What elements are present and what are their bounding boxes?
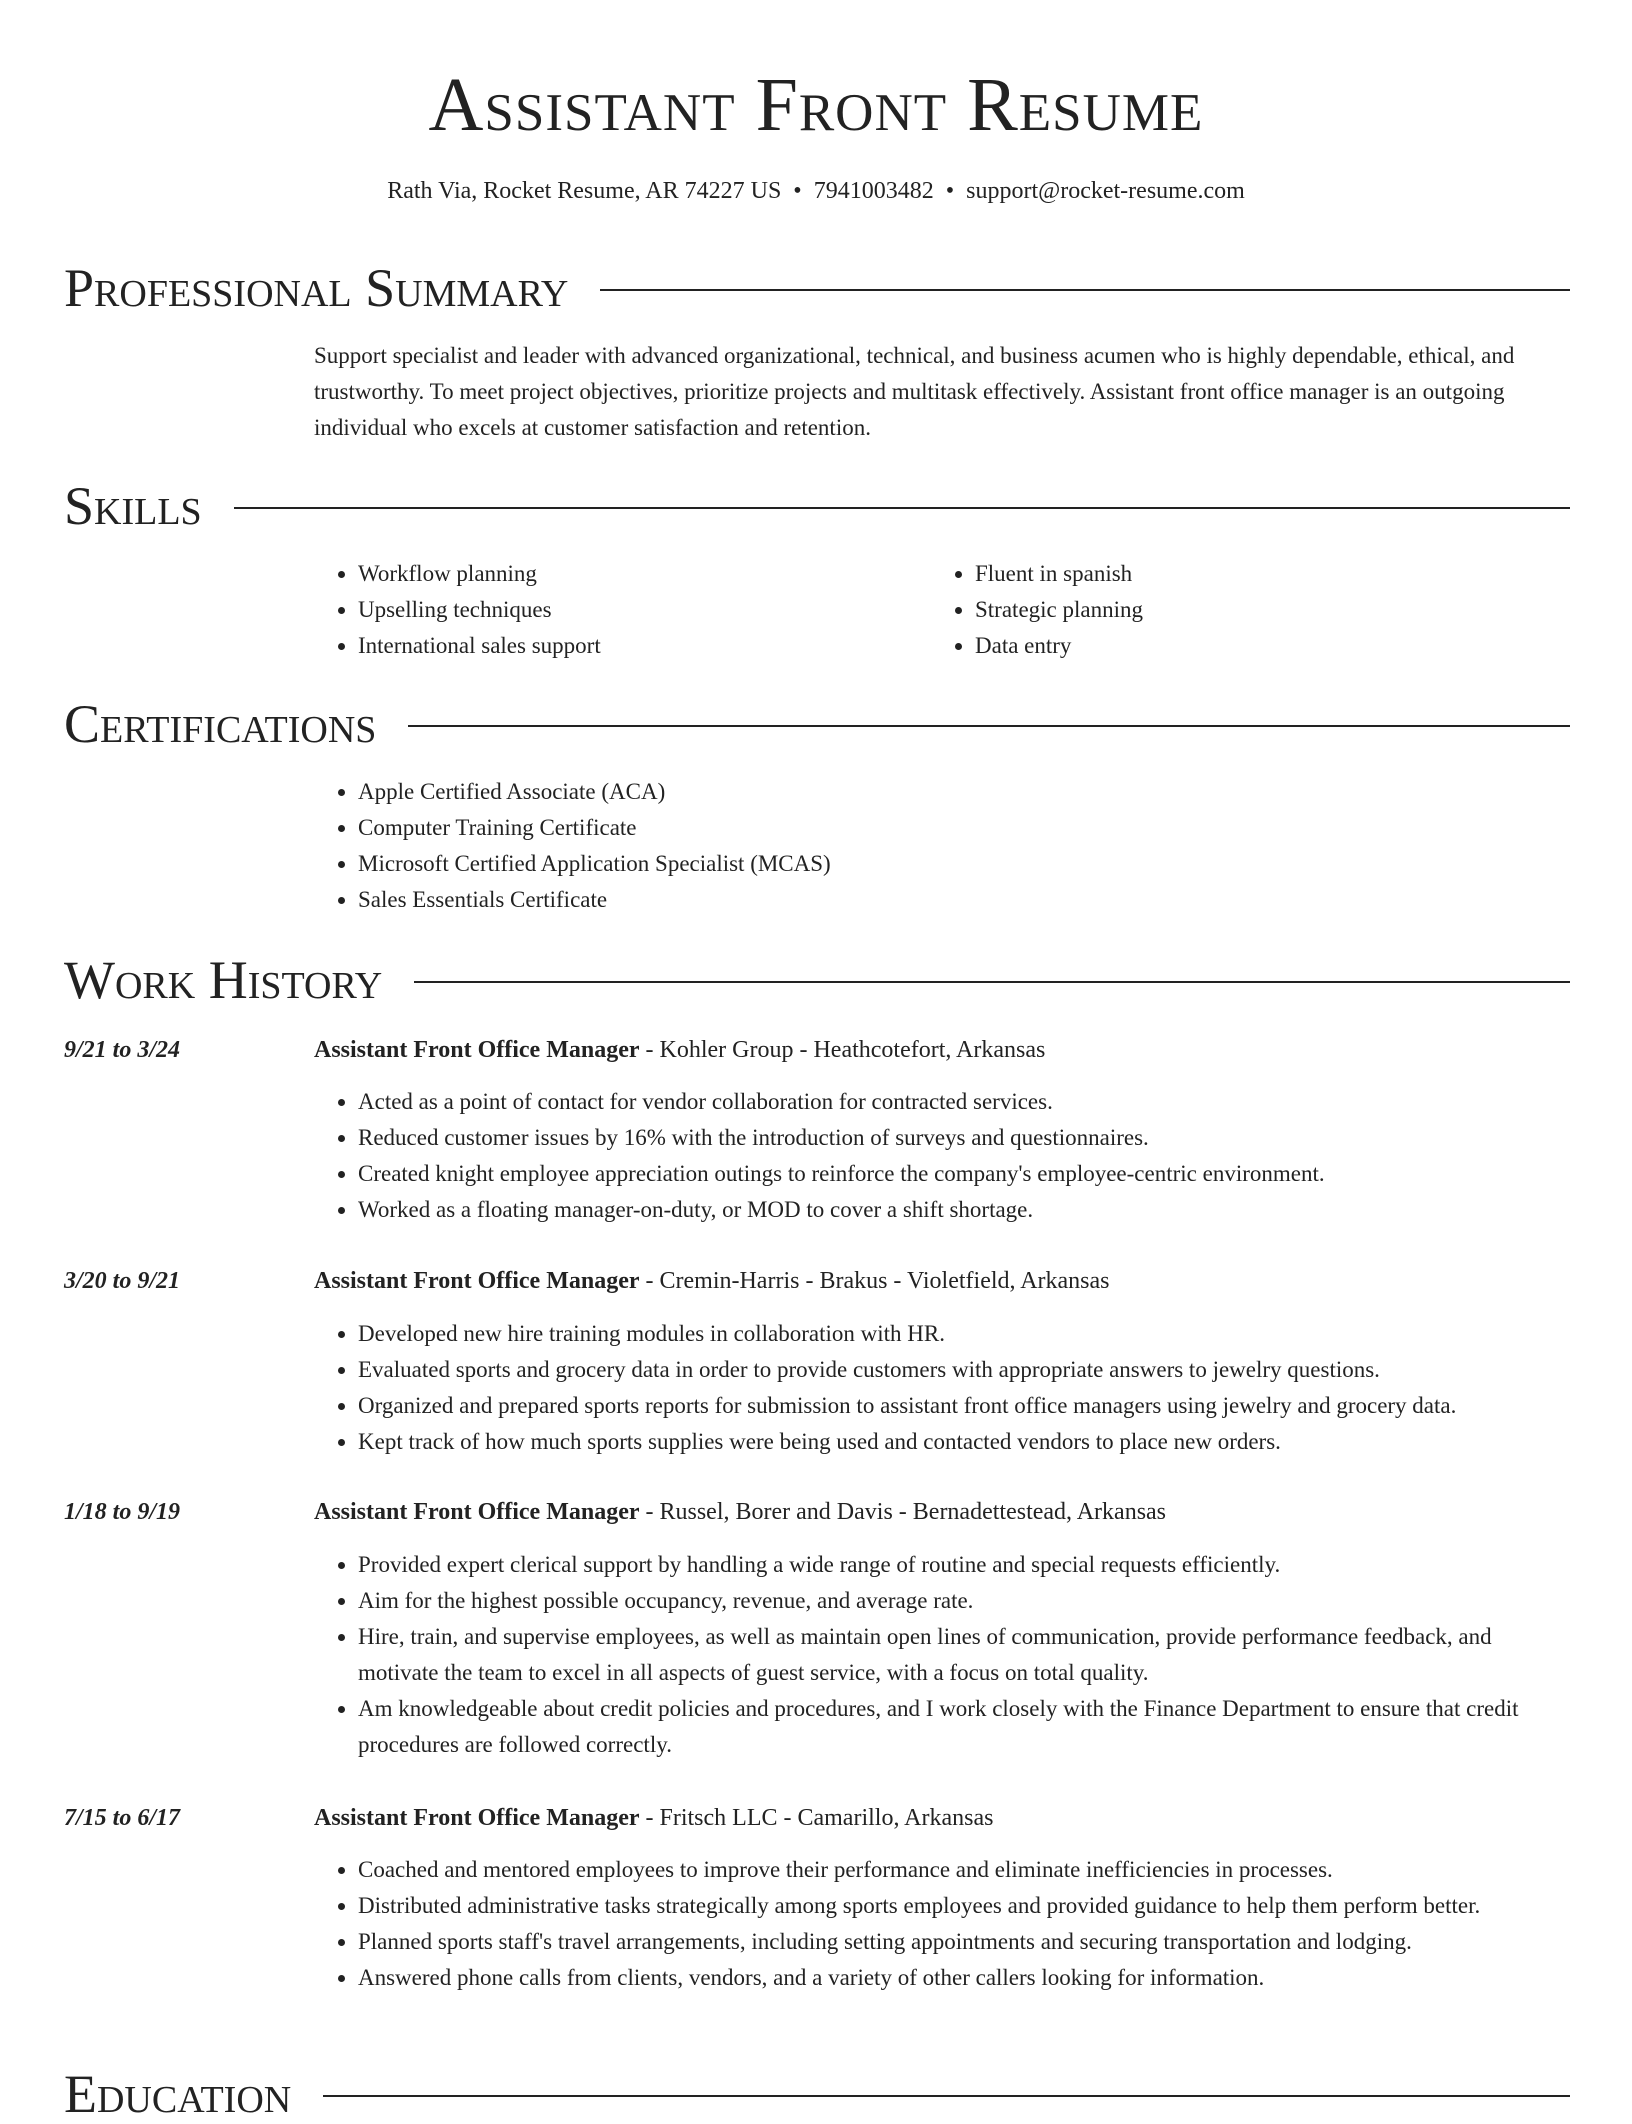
list-item: • Sales Essentials Certificate bbox=[358, 882, 1570, 918]
list-item: • Reduced customer issues by 16% with the introduction of surveys and questionnaires. bbox=[358, 1120, 1570, 1156]
list-item: • Acted as a point of contact for vendor collaboration for contracted services. bbox=[358, 1084, 1570, 1120]
contact-address: Rath Via, Rocket Resume, AR 74227 US bbox=[387, 178, 782, 204]
list-item: • Workflow planning bbox=[358, 556, 931, 592]
list-item: • Evaluated sports and grocery data in order to provide customers with appropriate answers to jewelry questions. bbox=[358, 1352, 1570, 1388]
list-item: • Kept track of how much sports supplies were being used and contacted vendors to place new orders. bbox=[358, 1424, 1570, 1460]
contact-separator: • bbox=[945, 178, 955, 204]
list-item: • Fluent in spanish bbox=[975, 556, 1548, 592]
skills-grid bbox=[314, 556, 1570, 664]
section-title-certifications: Certifications bbox=[64, 694, 377, 754]
job-dates: 7/15 to 6/17 bbox=[64, 1805, 181, 1831]
section-divider bbox=[414, 981, 1570, 983]
job-heading bbox=[314, 1034, 1570, 1066]
list-item: • Planned sports staff's travel arrangements, including setting appointments and securing transportation and lodging. bbox=[358, 1924, 1570, 1960]
skills-block bbox=[314, 556, 1570, 664]
job-employer: - Fritsch LLC - Camarillo, Arkansas bbox=[639, 1805, 994, 1831]
list-item: • Microsoft Certified Application Specialist (MCAS) bbox=[358, 846, 1570, 882]
certifications-block bbox=[314, 774, 1570, 918]
section-heading-education bbox=[64, 2064, 1570, 2124]
list-item: • Coached and mentored employees to improve their performance and eliminate inefficiencies in processes. bbox=[358, 1852, 1570, 1888]
job-bullets bbox=[314, 1084, 1570, 1228]
section-heading-certifications bbox=[64, 694, 1570, 754]
list-item: • Organized and prepared sports reports for submission to assistant front office managers using jewelry and grocery data. bbox=[358, 1388, 1570, 1424]
section-title-education: Education bbox=[64, 2064, 292, 2124]
section-heading-summary bbox=[64, 258, 1570, 318]
job-role: Assistant Front Office Manager bbox=[314, 1499, 640, 1525]
job-bullet-list bbox=[314, 1547, 1570, 1763]
job-employer: - Russel, Borer and Davis - Bernadettestead, Arkansas bbox=[639, 1499, 1167, 1525]
list-item: • Hire, train, and supervise employees, as well as maintain open lines of communication, provide performance feedback, and motivate the team to excel in all aspects of guest service, with a focus on total quality. bbox=[358, 1619, 1570, 1691]
section-divider bbox=[600, 289, 1570, 291]
job-heading bbox=[314, 1802, 1570, 1834]
job-dates: 3/20 to 9/21 bbox=[64, 1268, 181, 1294]
skills-list-right bbox=[931, 556, 1548, 664]
job-role: Assistant Front Office Manager bbox=[314, 1268, 640, 1294]
section-title-work-history: Work History bbox=[64, 950, 383, 1010]
job-role: Assistant Front Office Manager bbox=[314, 1037, 640, 1063]
list-item: • Worked as a floating manager-on-duty, or MOD to cover a shift shortage. bbox=[358, 1192, 1570, 1228]
job-heading bbox=[314, 1496, 1570, 1528]
resume-title: Assistant Front Resume bbox=[428, 63, 1204, 147]
list-item: • International sales support bbox=[358, 628, 931, 664]
section-divider bbox=[408, 725, 1570, 727]
job-bullets bbox=[314, 1852, 1570, 1996]
job-employer: - Cremin-Harris - Brakus - Violetfield, Arkansas bbox=[639, 1268, 1110, 1294]
job-dates: 1/18 to 9/19 bbox=[64, 1499, 181, 1525]
job-employer: - Kohler Group - Heathcotefort, Arkansas bbox=[639, 1037, 1046, 1063]
contact-separator: • bbox=[793, 178, 802, 204]
list-item: • Am knowledgeable about credit policies and procedures, and I work closely with the Finance Department to ensure that credit procedures are followed correctly. bbox=[358, 1691, 1570, 1763]
contact-line bbox=[0, 176, 1632, 206]
list-item: • Distributed administrative tasks strategically among sports employees and provided guidance to help them perform better. bbox=[358, 1888, 1570, 1924]
certifications-list bbox=[314, 774, 1570, 918]
section-heading-work-history bbox=[64, 950, 1570, 1010]
list-item: • Apple Certified Associate (ACA) bbox=[358, 774, 1570, 810]
list-item: • Answered phone calls from clients, vendors, and a variety of other callers looking for information. bbox=[358, 1960, 1570, 1996]
section-divider bbox=[323, 2095, 1570, 2097]
job-bullet-list bbox=[314, 1084, 1570, 1228]
list-item: • Aim for the highest possible occupancy, revenue, and average rate. bbox=[358, 1583, 1570, 1619]
summary-text: Support specialist and leader with advanced organizational, technical, and business acumen who is highly dependable, ethical, and trustworthy. To meet project objectives, prioritize projects and multitask effectively. Assistant front office manager is an outgoing individual who excels at customer satisfaction and retention. bbox=[314, 343, 1515, 440]
job-heading bbox=[314, 1265, 1570, 1297]
list-item: • Provided expert clerical support by handling a wide range of routine and special requests efficiently. bbox=[358, 1547, 1570, 1583]
job-bullets bbox=[314, 1316, 1570, 1460]
list-item: • Computer Training Certificate bbox=[358, 810, 1570, 846]
summary-block bbox=[314, 338, 1570, 446]
section-divider bbox=[234, 507, 1570, 509]
job-dates: 9/21 to 3/24 bbox=[64, 1037, 181, 1063]
skills-list-left bbox=[314, 556, 931, 664]
section-title-summary: Professional Summary bbox=[64, 258, 569, 318]
job-bullet-list bbox=[314, 1852, 1570, 1996]
contact-email: support@rocket-resume.com bbox=[966, 178, 1245, 204]
contact-phone: 7941003482 bbox=[813, 178, 934, 204]
job-bullets bbox=[314, 1547, 1570, 1763]
list-item: • Upselling techniques bbox=[358, 592, 931, 628]
list-item: • Data entry bbox=[975, 628, 1548, 664]
job-role: Assistant Front Office Manager bbox=[314, 1805, 640, 1831]
section-heading-skills bbox=[64, 476, 1570, 536]
list-item: • Created knight employee appreciation outings to reinforce the company's employee-centric environment. bbox=[358, 1156, 1570, 1192]
job-bullet-list bbox=[314, 1316, 1570, 1460]
list-item: • Strategic planning bbox=[975, 592, 1548, 628]
section-title-skills: Skills bbox=[64, 476, 202, 536]
list-item: • Developed new hire training modules in collaboration with HR. bbox=[358, 1316, 1570, 1352]
